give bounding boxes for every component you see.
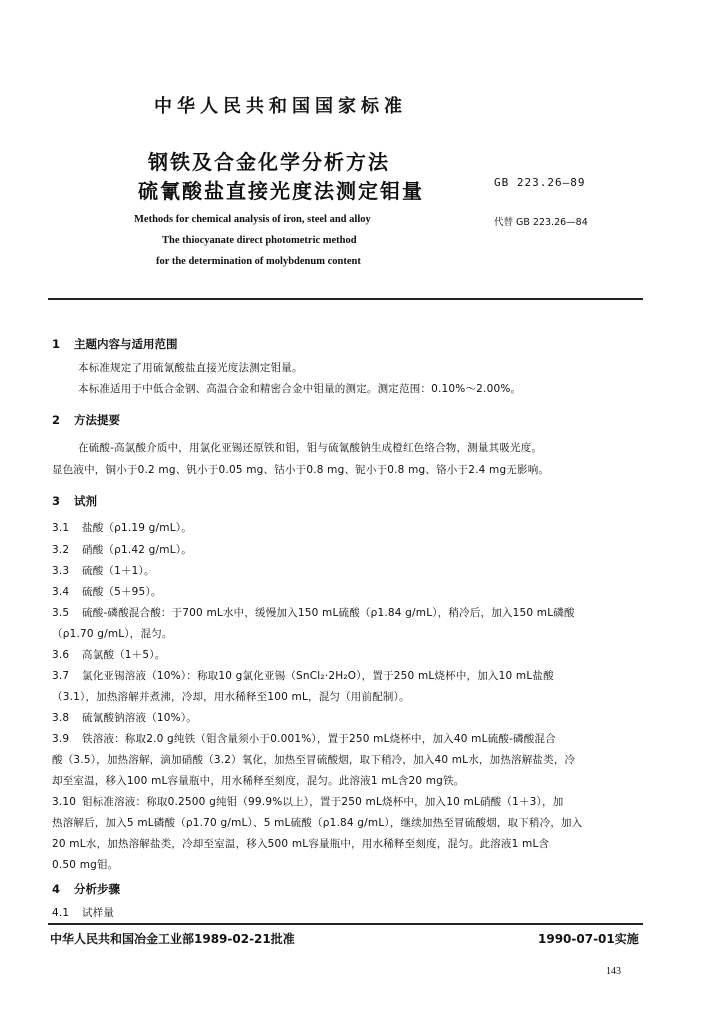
replaces-standard: 代替 GB 223.26—84 <box>494 217 588 228</box>
item-text: 试样量 <box>82 907 115 919</box>
paragraph: 本标准适用于中低合金钢、高温合金和精密合金中钼量的测定。测定范围：0.10%～2.00%。 <box>78 383 522 395</box>
approval-line: 中华人民共和国冶金工业部1989-02-21批准 <box>50 932 295 946</box>
item-number: 3.8 <box>52 712 70 724</box>
item-number: 3.6 <box>52 649 70 661</box>
implementation-date: 1990-07-01实施 <box>538 932 639 946</box>
item-text: 高氯酸（1＋5）。 <box>82 649 166 661</box>
section-title: 方法提要 <box>74 413 120 427</box>
english-title-line2: The thiocyanate direct photometric method <box>162 235 357 246</box>
reagent-item <box>52 710 197 725</box>
item-number: 3.10 <box>52 796 77 808</box>
issuing-organization: 中华人民共和国国家标准 <box>154 96 407 117</box>
reagent-item-continuation: 却至室温，移入100 mL容量瓶中，用水稀释至刻度，混匀。此溶液1 mL含20 mg铁。 <box>52 775 465 787</box>
english-title-line1: Methods for chemical analysis of iron, steel and alloy <box>134 214 371 225</box>
item-text: 盐酸（ρ1.19 g/mL）。 <box>82 522 192 534</box>
item-text: 硫酸（1＋1）。 <box>82 565 155 577</box>
reagent-item <box>52 584 162 599</box>
item-number: 3.3 <box>52 565 70 577</box>
section-2-heading <box>52 412 120 428</box>
section-number: 3 <box>52 494 61 508</box>
section-number: 4 <box>52 882 61 896</box>
section-1-heading <box>52 336 178 352</box>
item-number: 3.5 <box>52 607 70 619</box>
section-title: 主题内容与适用范围 <box>74 337 178 351</box>
english-title-line3: for the determination of molybdenum content <box>156 256 361 267</box>
section-4-heading <box>52 881 120 897</box>
reagent-item <box>52 794 563 809</box>
reagent-item <box>52 647 165 662</box>
reagent-item-continuation: 热溶解后，加入5 mL磷酸（ρ1.70 g/mL）、5 mL硫酸（ρ1.84 g/mL），继续加热至冒硫酸烟，取下稍冷，加入 <box>52 817 583 829</box>
item-text: 硝酸（ρ1.42 g/mL）。 <box>82 544 192 556</box>
section-number: 2 <box>52 413 61 427</box>
reagent-item <box>52 542 192 557</box>
subsection-4-1 <box>52 905 114 920</box>
reagent-item-continuation: 酸（3.5），加热溶解，滴加硝酸（3.2）氧化，加热至冒硫酸烟，取下稍冷，加入40 mL水，加热溶解盐类，冷 <box>52 754 576 766</box>
paragraph: 在硫酸-高氯酸介质中，用氯化亚锡还原铁和钼，钼与硫氰酸钠生成橙红色络合物，测量其吸光度。 <box>78 442 543 454</box>
item-text: 钼标准溶液：称取0.2500 g纯钼（99.9%以上），置于250 mL烧杯中，加入10 mL硝酸（1＋3），加 <box>82 796 564 808</box>
item-number: 3.7 <box>52 670 70 682</box>
reagent-item <box>52 605 575 620</box>
reagent-item <box>52 731 556 746</box>
document-title-line1: 钢铁及合金化学分析方法 <box>148 150 390 174</box>
reagent-item <box>52 668 554 683</box>
item-text: 铁溶液：称取2.0 g纯铁（钼含量须小于0.001%），置于250 mL烧杯中，加入40 mL硫酸-磷酸混合 <box>82 733 556 745</box>
reagent-item <box>52 563 155 578</box>
reagent-item-continuation: （3.1），加热溶解并煮沸，冷却，用水稀释至100 mL，混匀（用前配制）。 <box>52 691 410 703</box>
item-text: 硫酸（5＋95）。 <box>82 586 162 598</box>
reagent-item-continuation: 20 mL水，加热溶解盐类，冷却至室温，移入500 mL容量瓶中，用水稀释至刻度，混匀。此溶液1 mL含 <box>52 838 550 850</box>
item-text: 硫氰酸钠溶液（10%）。 <box>82 712 197 724</box>
header-divider <box>48 298 643 300</box>
page-number: 143 <box>606 966 621 977</box>
reagent-item <box>52 520 192 535</box>
reagent-item-continuation: 0.50 mg钼。 <box>52 859 119 871</box>
document-title-line2: 硫氰酸盐直接光度法测定钼量 <box>138 179 424 203</box>
item-number: 4.1 <box>52 907 70 919</box>
standard-number: GB 223.26—89 <box>494 176 586 189</box>
paragraph: 本标准规定了用硫氰酸盐直接光度法测定钼量。 <box>78 362 303 374</box>
item-text: 氯化亚锡溶液（10%）：称取10 g氯化亚锡（SnCl₂·2H₂O），置于250 mL烧杯中，加入10 mL盐酸 <box>82 670 554 682</box>
footer-divider <box>48 923 643 925</box>
paragraph: 显色液中，铜小于0.2 mg、钒小于0.05 mg、钴小于0.8 mg、铌小于0.8 mg、铬小于2.4 mg无影响。 <box>52 464 550 476</box>
item-number: 3.4 <box>52 586 70 598</box>
section-3-heading <box>52 493 97 509</box>
item-number: 3.1 <box>52 522 70 534</box>
reagent-item-continuation: （ρ1.70 g/mL），混匀。 <box>52 628 173 640</box>
item-number: 3.9 <box>52 733 70 745</box>
section-number: 1 <box>52 337 61 351</box>
item-number: 3.2 <box>52 544 70 556</box>
section-title: 试剂 <box>74 494 97 508</box>
item-text: 硫酸-磷酸混合酸：于700 mL水中，缓慢加入150 mL硫酸（ρ1.84 g/mL），稍冷后，加入150 mL磷酸 <box>82 607 575 619</box>
section-title: 分析步骤 <box>74 882 120 896</box>
